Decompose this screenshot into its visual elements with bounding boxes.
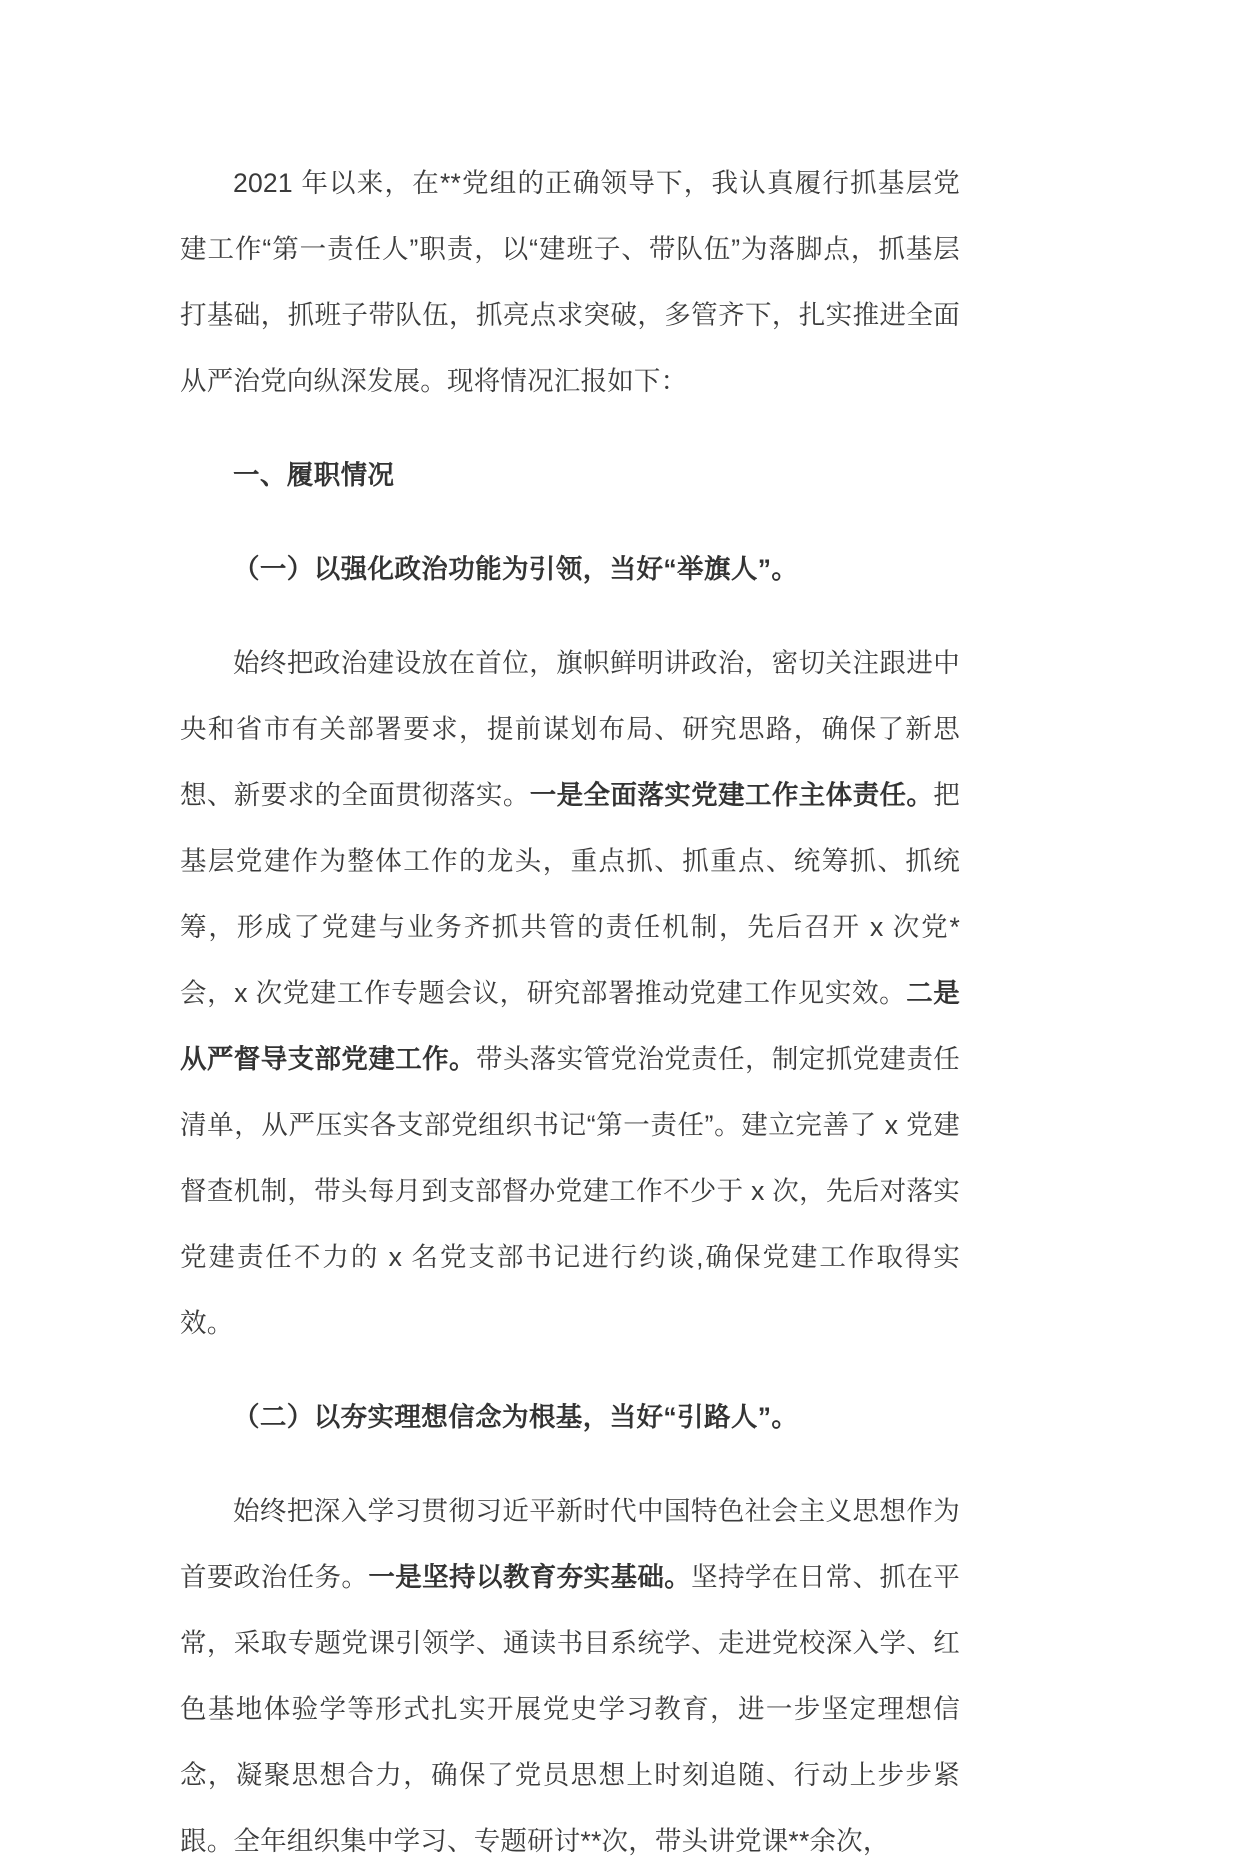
subsection-1-emphasis-2: 二是从严督导支部党建工作。 xyxy=(180,978,960,1074)
subsection-heading-1: （一）以强化政治功能为引领，当好“举旗人”。 xyxy=(233,554,799,584)
subsection-1-text-1: 把基层党建作为整体工作的龙头，重点抓、抓重点、统筹抓、抓统筹，形成了党建与业务齐抓共管的责任机制，先后召开 x 次党*会，x 次党建工作专题会议，研究部署推动党建工作见实效。 xyxy=(180,780,960,1008)
subsection-1-paragraph xyxy=(180,630,960,1356)
intro-paragraph: 2021 年以来，在**党组的正确领导下，我认真履行抓基层党建工作“第一责任人”职责，以“建班子、带队伍”为落脚点，抓基层打基础，抓班子带队伍，抓亮点求突破，多管齐下，扎实推进全面从严治党向纵深发展。现将情况汇报如下： xyxy=(180,168,960,396)
section-heading-1: 一、履职情况 xyxy=(233,460,395,490)
subsection-2-paragraph xyxy=(180,1478,960,1874)
subsection-2-text-1: 坚持学在日常、抓在平常，采取专题党课引领学、通读书目系统学、走进党校深入学、红色基地体验学等形式扎实开展党史学习教育，进一步坚定理想信念，凝聚思想合力，确保了党员思想上时刻追随、行动上步步紧跟。全年组织集中学习、专题研讨**次，带头讲党课**余次， xyxy=(180,1562,960,1856)
subsection-2-emphasis-1: 一是坚持以教育夯实基础。 xyxy=(368,1562,692,1592)
subsection-1-emphasis-1: 一是全面落实党建工作主体责任。 xyxy=(529,780,934,810)
subsection-2-lead-text: 始终把深入学习贯彻习近平新时代中国特色社会主义思想作为首要政治任务。 xyxy=(180,1496,960,1592)
subsection-1-text-2: 带头落实管党治党责任，制定抓党建责任清单，从严压实各支部党组织书记“第一责任”。建立完善了 x 党建督查机制，带头每月到支部督办党建工作不少于 x 次，先后对落实党建责任不力的 x 名党支部书记进行约谈,确保党建工作取得实效。 xyxy=(180,1044,960,1338)
subsection-heading-2: （二）以夯实理想信念为根基，当好“引路人”。 xyxy=(233,1402,799,1432)
subsection-1-lead-text: 始终把政治建设放在首位，旗帜鲜明讲政治，密切关注跟进中央和省市有关部署要求，提前谋划布局、研究思路，确保了新思想、新要求的全面贯彻落实。 xyxy=(180,648,960,810)
document-body xyxy=(180,150,960,1874)
